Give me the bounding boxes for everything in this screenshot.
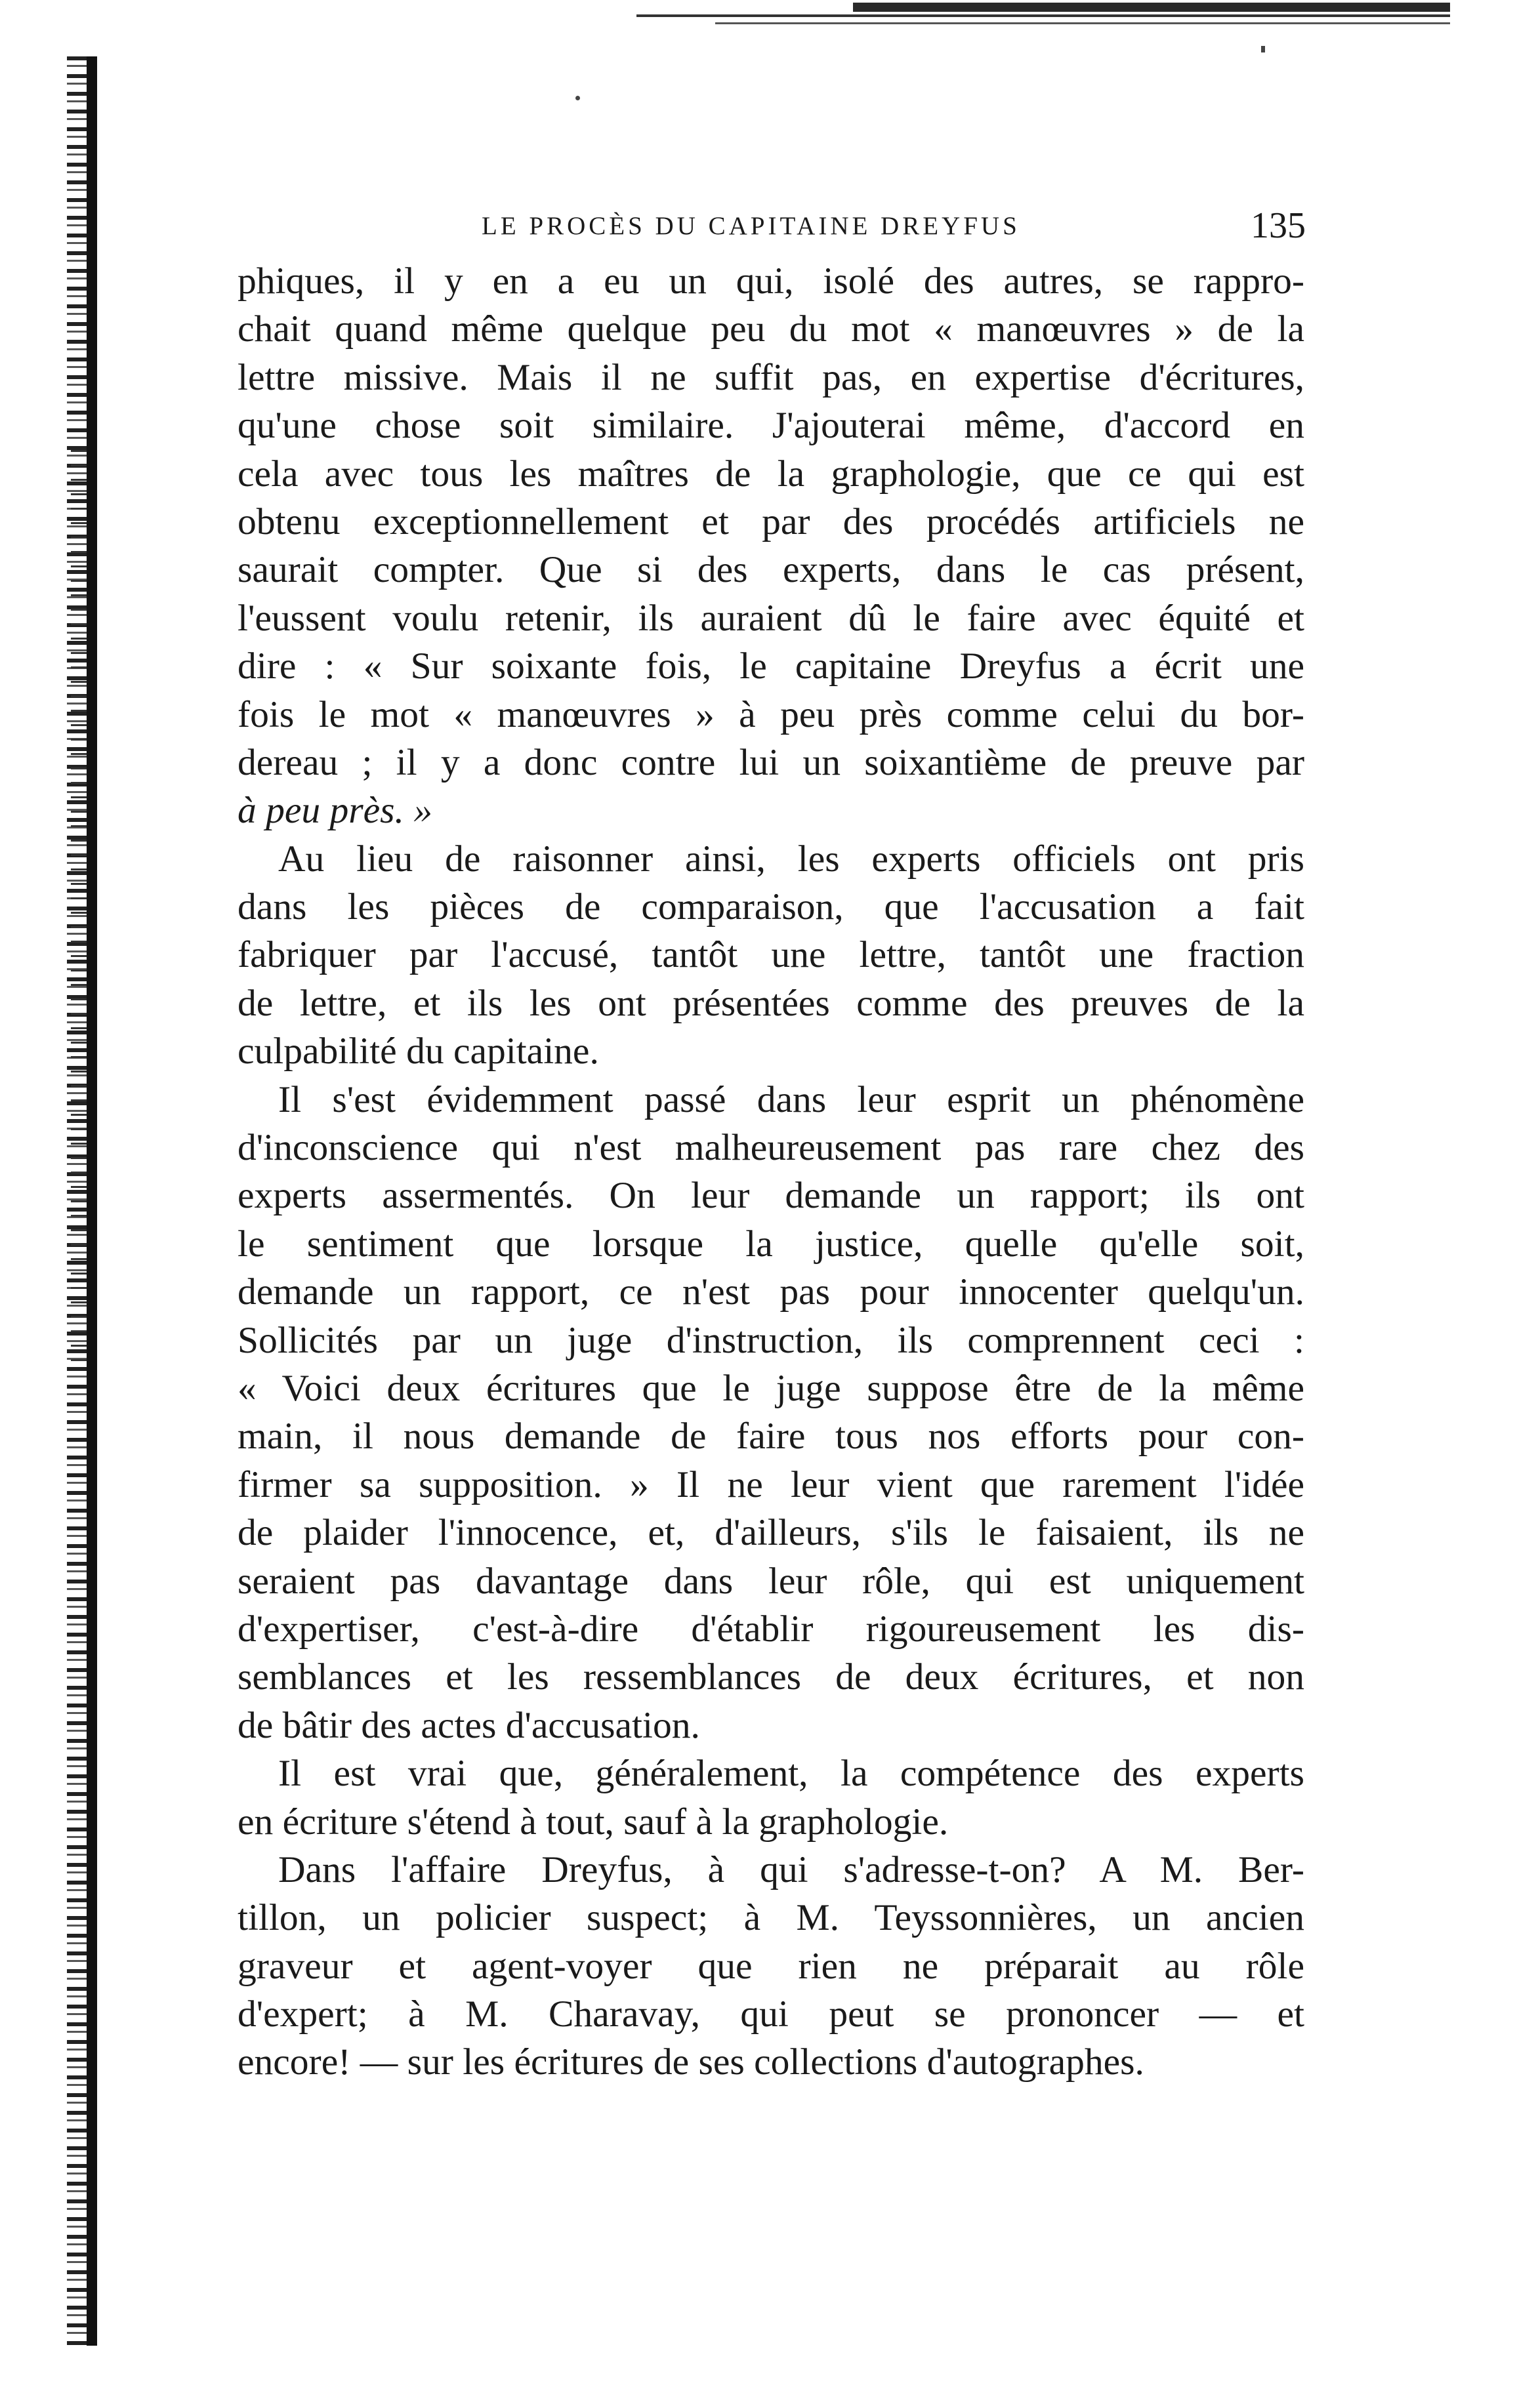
text-line: Au lieu de raisonner ainsi, les experts officiels ont pris	[278, 838, 1304, 880]
text-line: experts assermentés. On leur demande un rapport; ils ont	[238, 1175, 1304, 1217]
text-line: obtenu exceptionnellement et par des procédés artificiels ne	[238, 500, 1304, 542]
text-line: main, il nous demande de faire tous nos efforts pour con-	[238, 1416, 1304, 1458]
text-line: lettre missive. Mais il ne suffit pas, en expertise d'écritures,	[238, 356, 1304, 398]
text-line: cela avec tous les maîtres de la graphologie, que ce qui est	[238, 453, 1304, 495]
text-line: le sentiment que lorsque la justice, quelle qu'elle soit,	[238, 1223, 1304, 1265]
body-text	[238, 257, 1304, 2087]
text-line: Sollicités par un juge d'instruction, ils comprennent ceci :	[238, 1319, 1304, 1361]
text-line: fois le mot « manœuvres » à peu près comme celui du bor-	[238, 693, 1304, 735]
rule-bar-faint	[715, 22, 1450, 24]
text-line: de lettre, et ils les ont présentées comme des preuves de la	[238, 982, 1304, 1024]
binding-spine	[87, 56, 97, 2346]
page-number: 135	[1251, 205, 1306, 246]
text-line: dire : « Sur soixante fois, le capitaine Dreyfus a écrit une	[238, 645, 1304, 687]
page-header	[238, 205, 1306, 248]
ink-dot	[575, 96, 580, 100]
text-line: firmer sa supposition. » Il ne leur vient que rarement l'idée	[238, 1463, 1304, 1505]
text-line: Il est vrai que, généralement, la compétence des experts	[278, 1753, 1304, 1795]
text-line: Dans l'affaire Dreyfus, à qui s'adresse-t-on? A M. Ber-	[278, 1848, 1304, 1890]
text-line: semblances et les ressemblances de deux écritures, et non	[238, 1656, 1304, 1698]
binding-edge	[63, 56, 98, 2346]
text-line: fabriquer par l'accusé, tantôt une lettre, tantôt une fraction	[238, 934, 1304, 976]
text-line: Il s'est évidemment passé dans leur esprit un phénomène	[278, 1078, 1304, 1120]
text-line: d'inconscience qui n'est malheureusement pas rare chez des	[238, 1127, 1304, 1169]
text-line: encore! — sur les écritures de ses collections d'autographes.	[238, 2041, 1144, 2083]
print-mark	[1261, 46, 1265, 52]
text-line: dereau ; il y a donc contre lui un soixantième de preuve par	[238, 741, 1304, 783]
text-line: d'expertiser, c'est-à-dire d'établir rigoureusement les dis-	[238, 1608, 1304, 1650]
text-line: à peu près. »	[238, 790, 433, 832]
text-line: seraient pas davantage dans leur rôle, qui est uniquement	[238, 1560, 1304, 1602]
text-line: « Voici deux écritures que le juge suppose être de la même	[238, 1367, 1304, 1409]
text-line: graveur et agent-voyer que rien ne préparait au rôle	[238, 1945, 1304, 1987]
rule-bar-thin	[636, 14, 1450, 17]
text-line: de plaider l'innocence, et, d'ailleurs, s'ils le faisaient, ils ne	[238, 1512, 1304, 1554]
top-rule	[636, 0, 1450, 39]
running-head: LE PROCÈS DU CAPITAINE DREYFUS	[482, 212, 1020, 240]
text-line: phiques, il y en a eu un qui, isolé des autres, se rappro-	[238, 260, 1304, 302]
text-line: d'expert; à M. Charavay, qui peut se prononcer — et	[238, 1993, 1304, 2035]
text-line: saurait compter. Que si des experts, dans le cas présent,	[238, 549, 1304, 591]
rule-bar-thick	[853, 3, 1450, 12]
text-line: demande un rapport, ce n'est pas pour innocenter quelqu'un.	[238, 1271, 1304, 1313]
text-line: chait quand même quelque peu du mot « manœuvres » de la	[238, 308, 1304, 350]
text-line: de bâtir des actes d'accusation.	[238, 1704, 700, 1746]
text-line: en écriture s'étend à tout, sauf à la graphologie.	[238, 1801, 949, 1843]
text-line: dans les pièces de comparaison, que l'accusation a fait	[238, 886, 1304, 928]
text-line: qu'une chose soit similaire. J'ajouterai même, d'accord en	[238, 405, 1304, 447]
text-line: tillon, un policier suspect; à M. Teyssonnières, un ancien	[238, 1897, 1304, 1939]
text-line: l'eussent voulu retenir, ils auraient dû le faire avec équité et	[238, 597, 1304, 639]
text-line: culpabilité du capitaine.	[238, 1031, 599, 1072]
